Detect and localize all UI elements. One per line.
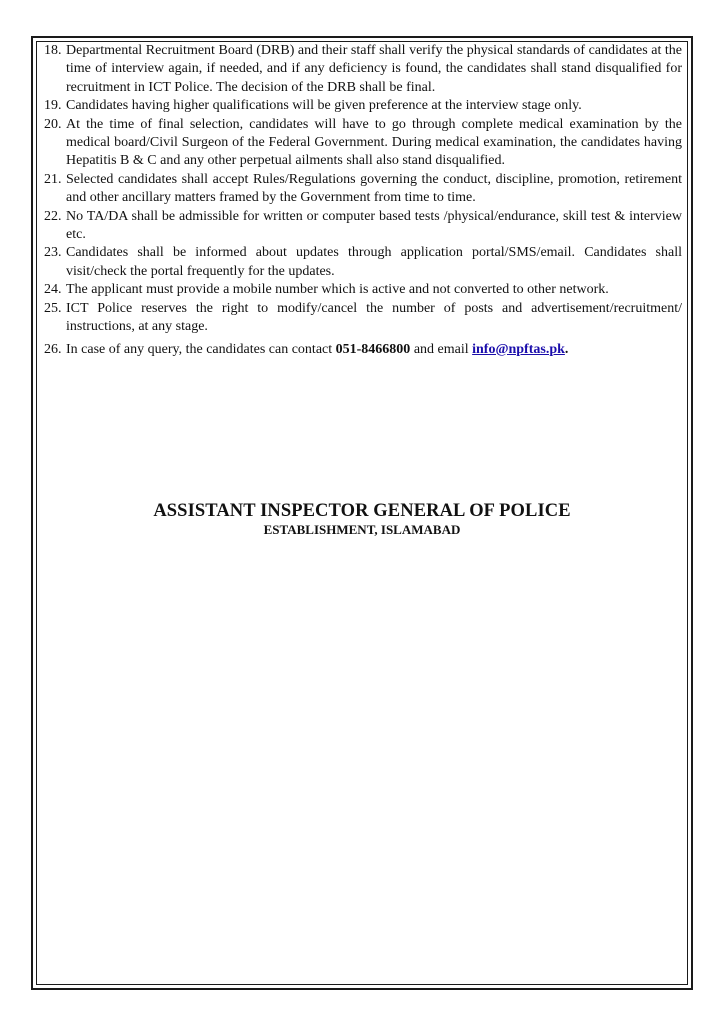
item-number: 22. [44,208,62,224]
item-text: At the time of final selection, candidates will have to go through complete medical examination by the medical board/Civil Surgeon of the Federal Government. During medical examination, the candidates having Hepatitis B & C and any other perpetual ailments shall also stand disqualified. [66,116,682,169]
item-number: 20. [44,116,62,132]
item-number: 18. [44,43,62,58]
item-text: Candidates shall be informed about updates through application portal/SMS/email. Candidates shall visit/check the portal frequently for the updates. [66,245,682,279]
list-item [44,300,682,337]
signature-subtitle: ESTABLISHMENT, ISLAMABAD [263,522,461,537]
list-item [44,281,682,299]
instructions-list [44,42,682,359]
signature-block [36,500,688,538]
contact-email-link[interactable]: info@npftas.pk [472,341,565,357]
list-item [44,208,682,245]
list-item [44,116,682,171]
list-item [44,42,682,97]
contact-text-middle: and email [410,341,473,357]
item-number: 26. [44,341,62,357]
item-number: 24. [44,282,62,298]
item-text: The applicant must provide a mobile number which is active and not converted to other network. [66,282,609,298]
item-text: No TA/DA shall be admissible for written or computer based tests /physical/endurance, skill test & interview etc. [66,208,682,243]
item-text: ICT Police reserves the right to modify/cancel the number of posts and advertisement/recruitment/ instructions, at any stage. [66,300,682,335]
contact-phone-number: 051-8466800 [335,341,411,357]
item-number: 19. [44,98,62,114]
signature-title: ASSISTANT INSPECTOR GENERAL OF POLICE [153,501,571,521]
item-number: 23. [44,245,62,261]
list-item [44,171,682,208]
list-item [44,244,682,281]
instructions-list-container [44,42,682,359]
list-item [44,97,682,115]
item-number: 21. [44,171,62,187]
item-text: Candidates having higher qualifications will be given preference at the interview stage only. [66,98,582,114]
item-text: Selected candidates shall accept Rules/Regulations governing the conduct, discipline, promotion, retirement and other ancillary matters framed by the Government from time to time. [66,171,682,206]
item-text: Departmental Recruitment Board (DRB) and their staff shall verify the physical standards of candidates at the time of interview again, if needed, and if any deficiency is found, the candidates shall stand disqualified for recruitment in ICT Police. The decision of the DRB shall be final. [66,43,682,95]
list-item-contact [44,341,682,359]
contact-text-before: In case of any query, the candidates can contact [66,341,336,357]
contact-text-after: . [564,341,569,357]
item-number: 25. [44,300,62,316]
